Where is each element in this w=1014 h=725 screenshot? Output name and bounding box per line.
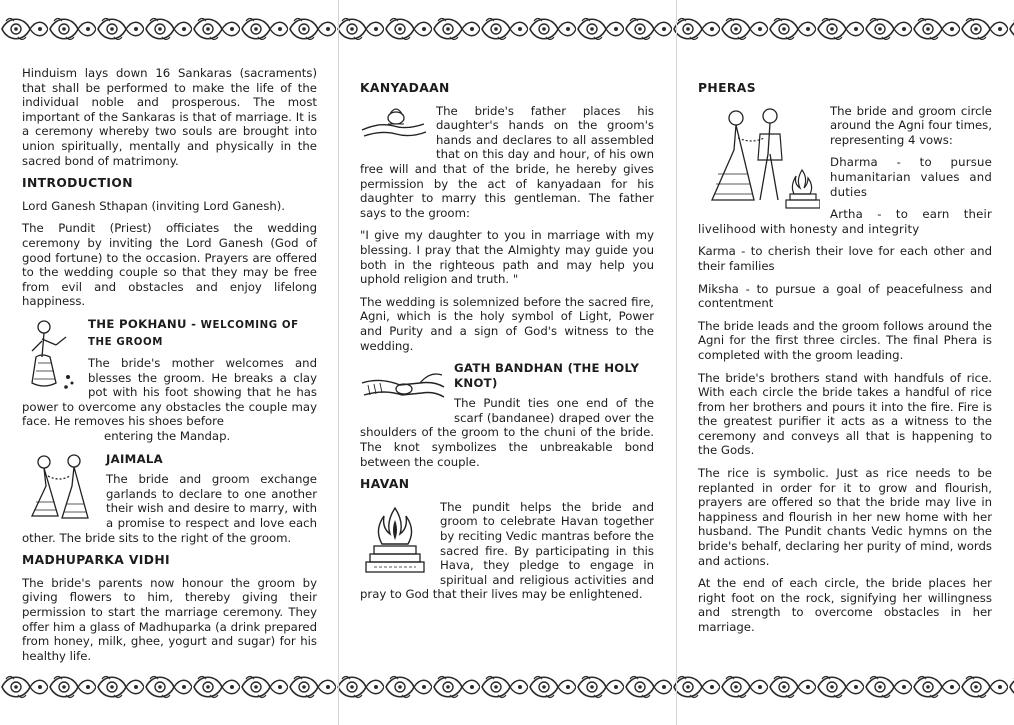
gath-bandhan-section [360,361,654,477]
pokhanu-tail: entering the Mandap. [104,429,231,444]
pokhanu-section [22,317,317,444]
fold-line-left [338,0,339,725]
column-middle [360,81,654,610]
kanyadaan-heading: KANYADAAN [360,81,450,95]
fold-line-right [676,0,677,725]
jaimala-heading: JAIMALA [106,451,164,466]
pokhanu-paragraph: The bride's mother welcomes and blesses the groom. He breaks a clay pot with his foot showing that he has power to overcome any obstacles the couple may face. He removes his shoes before [22,356,317,429]
pokhanu-heading: THE POKHANU - [88,316,197,331]
solemnized-paragraph: The wedding is solemnized before the sacred fire, Agni, which is the holy symbol of Light, Power and Purity and a sign of God's witness to the wedding. [360,294,654,353]
kanyadaan-paragraph: The bride's father places his daughter's hands on the groom's hands and declares to all assembled that on this day and hour, of his own free will and that of the bride, he hereby gives permission by the act of kanyadaan for his daughter to marry this gentleman. The father says to the groom: [360,103,654,220]
end-paragraph: At the end of each circle, the bride places her right foot on the rock, signifying her willingness and strength to overcome obstacles in her marriage. [698,576,992,634]
madhuparka-heading: MADHUPARKA VIDHI [22,553,170,568]
gath-bandhan-hands-icon [360,361,446,413]
pheras-couple-icon [698,104,820,212]
column-left [22,66,317,671]
brothers-paragraph: The bride's brothers stand with handfuls of rice. With each circle the bride takes a handful of rice from her brothers and pours it into the fire. Fire is the greatest purifier it acts as a witness to the ceremony and conveys all that is happening to the Gods. [698,370,992,458]
havan-heading: HAVAN [360,477,410,492]
jaimala-paragraph: The bride and groom exchange garlands to declare to one another their wish and desire to marry, with a promise to respect and love each other. The bride sits to the right of the groom. [22,472,317,545]
top-paisley-border [0,14,1014,44]
pokhanu-subheading: WELCOMING OF THE GROOM [88,319,299,348]
madhuparka-paragraph: The bride's parents now honour the groom by giving flowers to him, thereby giving their permission to start the marriage ceremony. They offer him a glass of Madhuparka (a drink prepared from honey, milk, ghee, yogurt and sugar) for his healthy life. [22,575,317,663]
column-right [698,81,992,643]
vow-karma: Karma - to cherish their love for each other and their families [698,244,992,273]
ganesh-line: Lord Ganesh Sthapan (inviting Lord Ganesh). [22,198,286,213]
vow-artha: Artha - to earn their livelihood with honesty and integrity [698,207,992,236]
jaimala-section [22,452,317,554]
introduction-heading: INTRODUCTION [22,176,133,191]
vow-miksha: Miksha - to pursue a goal of peacefulness and contentment [698,281,992,311]
jaimala-couple-icon [22,452,98,526]
vow-dharma: Dharma - to pursue humanitarian values and duties [830,155,992,199]
gath-bandhan-paragraph: The Pundit ties one end of the scarf (bandanee) draped over the shoulders of the groom to the chuni of the bride. The knot symbolizes the unbreakable bond between the couple. [360,396,654,469]
havan-fire-icon [364,504,426,576]
rice-paragraph: The rice is symbolic. Just as rice needs to be replanted in order for it to grow and flourish, prayers are offered so that the bride may live in happiness and flourish in her new home with her husband. The Pundit chants Vedic hymns on the bride's behalf, declaring her purity of mind, words and actions. [698,466,992,568]
havan-paragraph: The pundit helps the bride and groom to celebrate Havan together by reciting Vedic mantras before the sacred fire. By participating in this Hava, they pledge to engage in spiritual and religious activities and pray to God that their lives may be enlightened. [360,499,654,602]
leads-paragraph: The bride leads and the groom follows around the Agni for the first three circles. The final Phera is completed with the groom leading. [698,318,992,362]
kanyadaan-hands-icon [360,104,428,144]
pheras-intro: The bride and groom circle around the Agni four times, representing 4 vows: [830,103,992,147]
intro-paragraph: Hinduism lays down 16 Sankaras (sacraments) that shall be performed to make the life of the individual noble and prosperous. The most important of the Sankaras is that of marriage. It is a ceremony whereby two souls are brought into union spiritually, mentally and physically in the sacred bond of matrimony. [22,66,317,168]
gath-bandhan-heading: GATH BANDHAN (THE HOLY KNOT) [454,361,640,390]
pundit-paragraph: The Pundit (Priest) officiates the wedding ceremony by inviting the Lord Ganesh (God of good fortune) to the occasion. Prayers are offered to the wedding couple so that they may be free from evil and obstacles and enjoy lifelong happiness. [22,221,317,309]
pheras-heading: PHERAS [698,81,756,95]
pokhanu-figure-icon [22,317,80,395]
groom-quote: "I give my daughter to you in marriage with my blessing. I pray that the Almighty may guide you both in the righteous path and may help you uphold religion and truth. " [360,228,654,287]
bottom-paisley-border [0,672,1014,702]
